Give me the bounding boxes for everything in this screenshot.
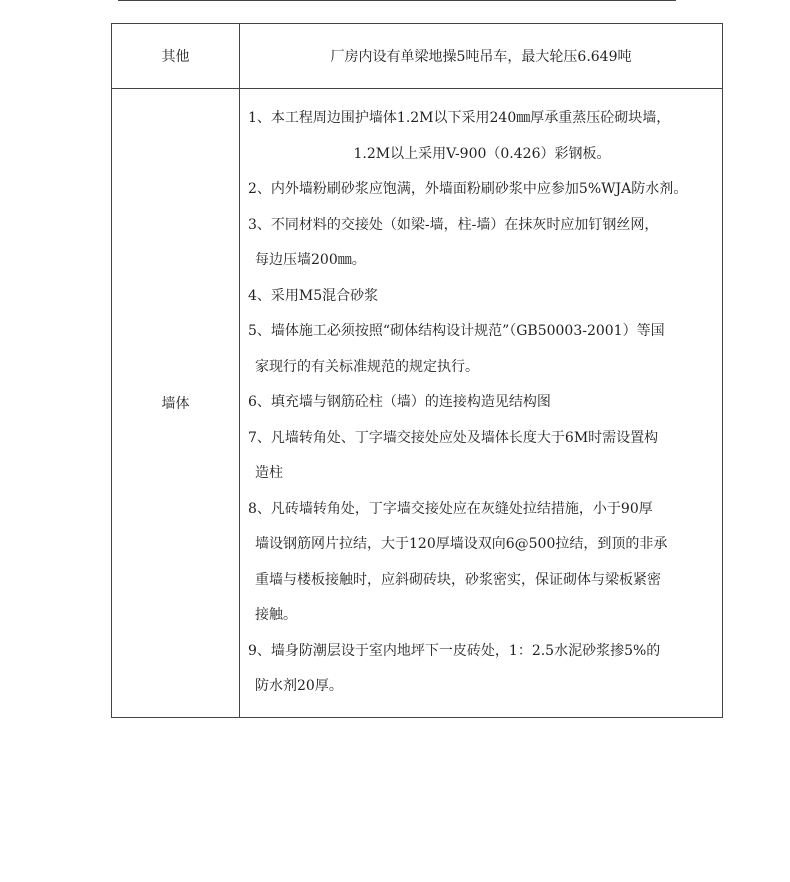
wall-item-8-cont-3: 接触。 [255,607,297,623]
row-label-wall: 墙体 [112,89,240,718]
table-row-other [112,24,723,89]
wall-item-3-cont: 每边压墙200㎜。 [255,252,366,268]
wall-item-1-cont: 1.2M以上采用V-900（0.426）彩钢板。 [353,145,611,162]
row-label-other: 其他 [112,24,240,89]
wall-item-3 [248,208,716,279]
wall-item-6-line: 6、填充墙与钢筋砼柱（墙）的连接构造见结构图 [248,394,551,410]
wall-item-1 [248,101,716,172]
wall-item-2 [248,172,716,208]
wall-item-9-line: 9、墙身防潮层设于室内地坪下一皮砖处，1：2.5水泥砂浆掺5%的 [248,642,661,659]
wall-item-7 [248,421,716,492]
spec-table [111,23,723,718]
wall-item-8-cont-1: 墙设钢筋网片拉结，大于120厚墙设双向6@500拉结，到顶的非承 [255,536,668,552]
wall-item-5 [248,314,716,385]
wall-item-1-line: 1、本工程周边围护墙体1.2M以下采用240㎜厚承重蒸压砼砌块墙， [248,110,671,126]
wall-item-5-line: 5、墙体施工必须按照“砌体结构设计规范”（GB50003-2001）等国 [248,323,665,339]
wall-item-7-line: 7、凡墙转角处、丁字墙交接处应处及墙体长度大于6M时需设置构 [248,429,659,446]
top-rule [118,0,676,1]
wall-item-7-cont: 造柱 [255,465,283,481]
wall-items-list [240,89,722,717]
row-content-wall [240,89,723,718]
wall-item-4-line: 4、采用M5混合砂浆 [248,287,379,304]
wall-item-5-cont: 家现行的有关标准规范的规定执行。 [255,358,479,375]
table-row-wall [112,89,723,718]
wall-item-3-line: 3、不同材料的交接处（如梁-墙，柱-墙）在抹灰时应加钉钢丝网， [248,216,659,233]
wall-item-9 [248,634,716,705]
wall-item-8-line: 8、凡砖墙转角处，丁字墙交接处应在灰缝处拉结措施，小于90厚 [248,500,653,517]
row-content-other: 厂房内设有单梁地操5吨吊车，最大轮压6.649吨 [240,24,723,89]
wall-item-2-line: 2、内外墙粉刷砂浆应饱满，外墙面粉刷砂浆中应参加5%WJA防水剂。 [248,181,688,197]
wall-item-8-cont-2: 重墙与楼板接触时，应斜砌砖块，砂浆密实，保证砌体与梁板紧密 [255,571,661,588]
wall-item-6 [248,385,716,421]
wall-item-8 [248,492,716,634]
wall-item-9-cont: 防水剂20厚。 [255,678,343,694]
wall-item-4 [248,279,716,315]
